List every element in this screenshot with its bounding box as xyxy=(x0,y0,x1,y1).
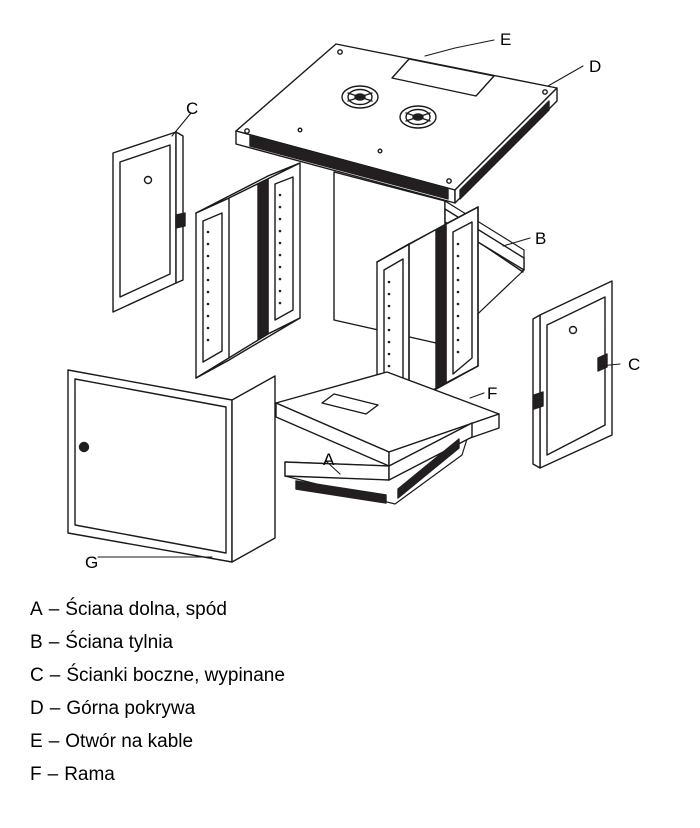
legend-text-a: Ściana dolna, spód xyxy=(65,599,227,620)
legend-separator-f: – xyxy=(47,764,59,785)
legend-key-f: F xyxy=(30,764,42,785)
legend-text-c: Ścianki boczne, wypinane xyxy=(66,665,285,686)
legend-text-f: Rama xyxy=(64,764,115,785)
part-side-panel-left xyxy=(113,132,185,312)
legend-key-b: B xyxy=(30,632,43,653)
callout-label-f: F xyxy=(487,384,498,403)
legend-item-e xyxy=(30,732,670,751)
legend-text-b: Ściana tylnia xyxy=(65,632,173,653)
legend-separator-b: – xyxy=(48,632,60,653)
legend-item-d xyxy=(30,699,670,718)
legend-key-e: E xyxy=(30,731,43,752)
legend-text-e: Otwór na kable xyxy=(65,731,194,752)
callout-label-c-left: C xyxy=(186,99,199,118)
legend-item-a xyxy=(30,600,670,619)
legend-item-c xyxy=(30,666,670,685)
callout-label-e: E xyxy=(500,30,512,49)
legend-key-d: D xyxy=(30,698,44,719)
legend-key-a: A xyxy=(30,599,43,620)
callout-label-a: A xyxy=(323,450,335,469)
part-bottom-wall xyxy=(276,372,499,504)
legend-separator-e: – xyxy=(48,731,60,752)
legend-separator-c: – xyxy=(49,665,61,686)
part-back-wall xyxy=(334,172,524,345)
legend-separator-a: – xyxy=(48,599,60,620)
legend-item-f xyxy=(30,765,670,784)
legend xyxy=(30,600,670,798)
part-side-panel-right xyxy=(533,281,612,468)
part-front-door xyxy=(68,370,275,562)
callout-label-g: G xyxy=(85,553,99,572)
callout-label-d: D xyxy=(589,57,602,76)
callout-label-b: B xyxy=(535,229,547,248)
callout-label-c-right: C xyxy=(628,355,641,374)
legend-key-c: C xyxy=(30,665,44,686)
legend-text-d: Górna pokrywa xyxy=(66,698,196,719)
legend-separator-d: – xyxy=(49,698,61,719)
legend-item-b xyxy=(30,633,670,652)
